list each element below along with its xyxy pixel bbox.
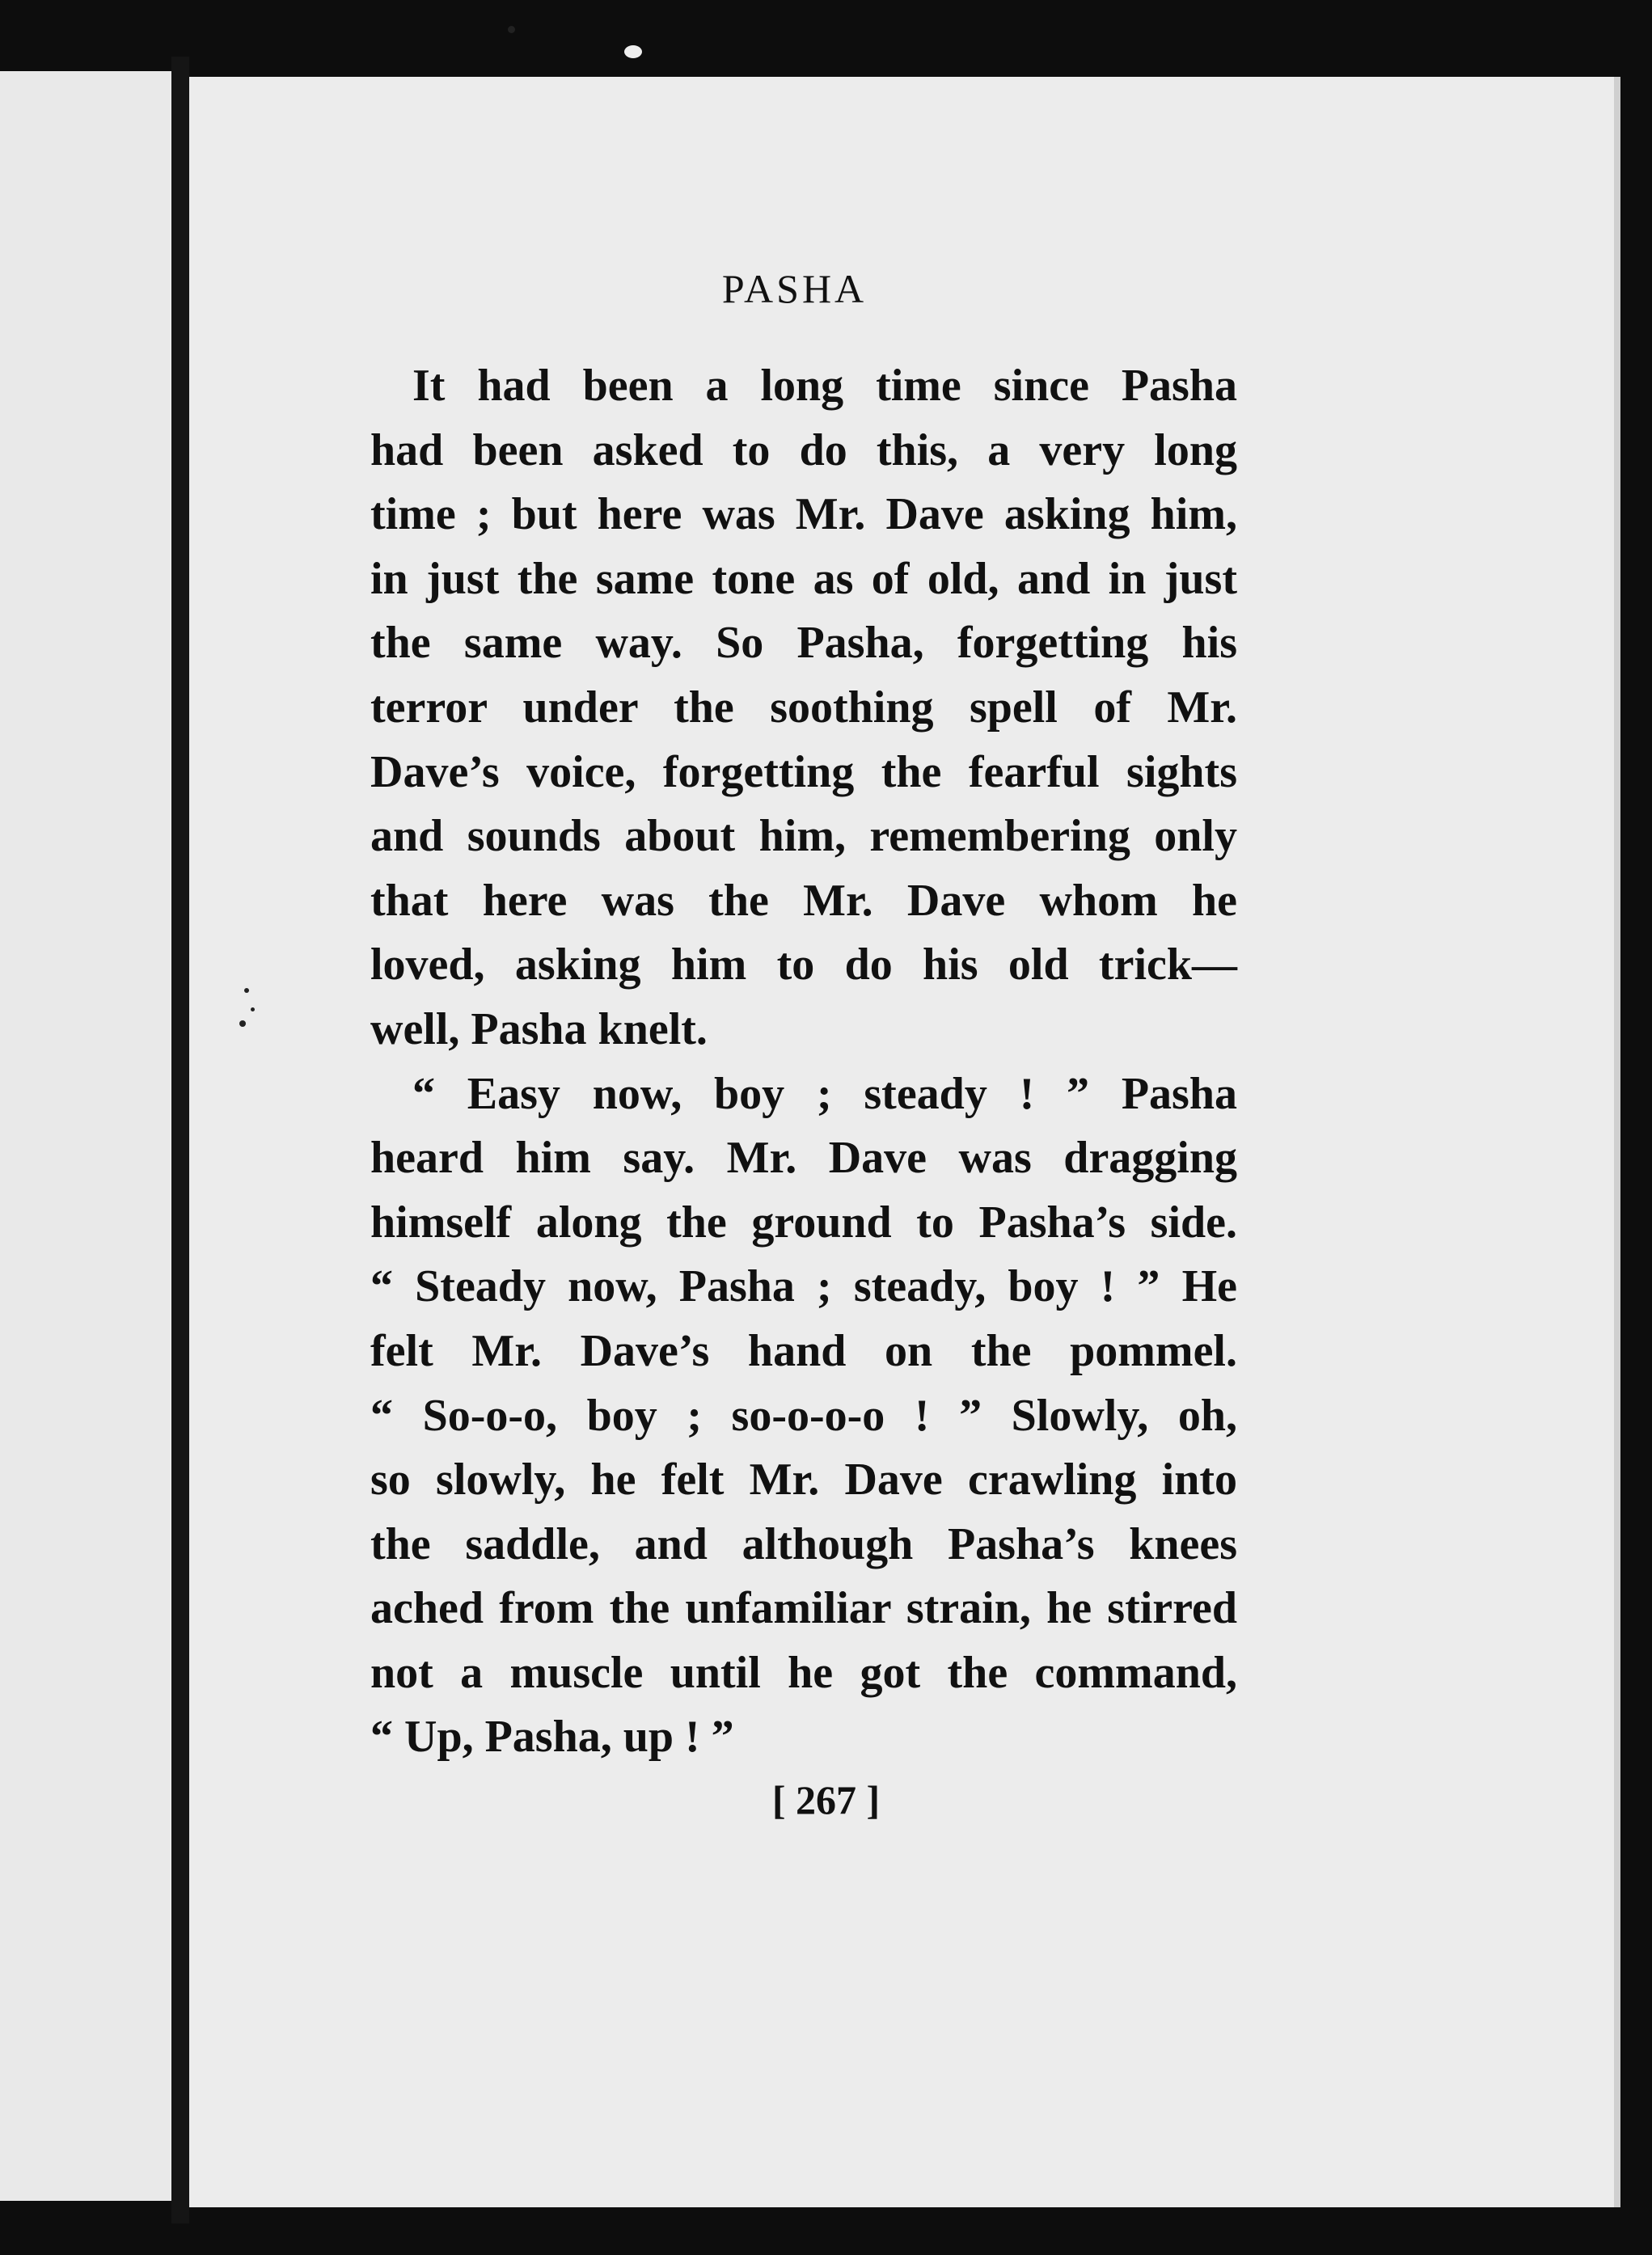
paragraph (370, 1062, 1237, 1771)
text-line: “ So-o-o, boy ; so-o-o-o ! ” Slowly, oh, (370, 1390, 1237, 1441)
paragraph (370, 354, 1237, 1062)
text-line: It had been a long time since Pasha (412, 361, 1237, 411)
text-line: not a muscle until he got the command, (370, 1647, 1237, 1698)
text-line: felt Mr. Dave’s hand on the pommel. (370, 1325, 1237, 1376)
text-line: the saddle, and although Pasha’s knees (370, 1518, 1237, 1569)
scan-speck (508, 26, 515, 33)
text-line: “ Steady now, Pasha ; steady, boy ! ” He (370, 1261, 1237, 1312)
text-line: had been asked to do this, a very long (370, 424, 1237, 475)
scan-speck (624, 45, 642, 58)
text-line: “ Up, Pasha, up ! ” (370, 1712, 734, 1763)
text-line: loved, asking him to do his old trick— (370, 940, 1237, 990)
text-line: that here was the Mr. Dave whom he (370, 875, 1237, 926)
text-line: heard him say. Mr. Dave was dragging (370, 1133, 1237, 1184)
text-line: in just the same tone as of old, and in just (370, 553, 1237, 604)
text-line: ached from the unfamiliar strain, he stirred (370, 1583, 1237, 1634)
text-line: Dave’s voice, forgetting the fearful sights (370, 746, 1237, 797)
text-line: so slowly, he felt Mr. Dave crawling into (370, 1455, 1237, 1505)
scan-speck (239, 1020, 246, 1027)
left-page-edge (0, 71, 171, 2201)
text-line: terror under the soothing spell of Mr. (370, 682, 1237, 733)
book-gutter (171, 57, 189, 2223)
scan-speck (251, 1007, 255, 1011)
text-line: well, Pasha knelt. (370, 1003, 708, 1054)
text-line: time ; but here was Mr. Dave asking him, (370, 489, 1237, 540)
text-line: the same way. So Pasha, forgetting his (370, 618, 1237, 669)
body-text (370, 354, 1237, 1770)
page-edge (1614, 77, 1620, 2207)
text-line: and sounds about him, remembering only (370, 811, 1237, 862)
text-line: “ Easy now, boy ; steady ! ” Pasha (412, 1068, 1237, 1119)
scan-speck (244, 988, 249, 993)
running-head: PASHA (721, 266, 868, 311)
page-number: [ 267 ] (771, 1777, 881, 1822)
text-line: himself along the ground to Pasha’s side. (370, 1197, 1237, 1248)
